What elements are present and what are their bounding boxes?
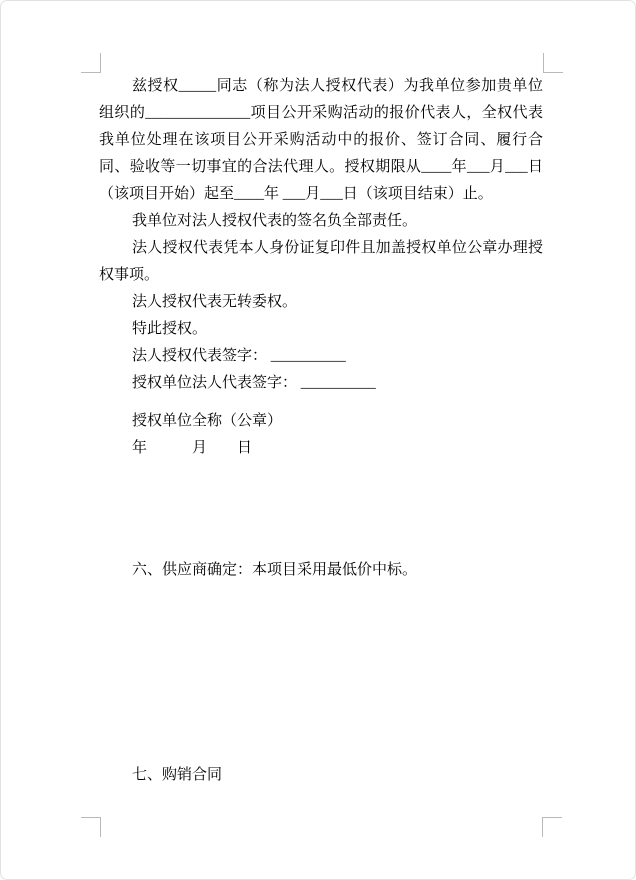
para-hereby-authorize: 特此授权。 — [132, 321, 208, 337]
margin-crop-mark-top-left — [81, 53, 101, 73]
para-unit-legal-rep-signature-line: 授权单位法人代表签字： __________ — [132, 375, 376, 391]
para-unit-full-name-seal: 授权单位全称（公章） — [132, 413, 283, 429]
para-representative-signature-line: 法人授权代表签字： __________ — [132, 348, 346, 364]
para-section-six-supplier-determination: 六、供应商确定：本项目采用最低价中标。 — [132, 562, 418, 578]
para-date-line: 年 月 日 — [132, 440, 253, 456]
margin-crop-mark-bottom-left — [81, 817, 101, 837]
document-content — [99, 73, 543, 789]
para-signature-responsibility: 我单位对法人授权代表的签名负全部责任。 — [132, 213, 418, 229]
para-id-card-procedure: 法人授权代表凭本人身份证复印件且加盖授权单位公章办理授权事项。 — [99, 240, 543, 283]
margin-crop-mark-top-right — [543, 53, 563, 73]
margin-crop-mark-bottom-right — [542, 817, 562, 837]
para-section-seven-purchase-contract: 七、购销合同 — [132, 767, 223, 783]
para-authorization-grant: 兹授权_____同志（称为法人授权代表）为我单位参加贵单位组织的______________项目公开采购活动的报价代表人，全权代表我单位处理在该项目公开采购活动中的报价、签订合同、履行合同、验收等一切事宜的合法代理人。授权期限从____年___月___日（该项目开始）起至____年 ___月___日（该项目结束）止。 — [99, 78, 543, 202]
para-no-delegation: 法人授权代表无转委权。 — [132, 294, 298, 310]
